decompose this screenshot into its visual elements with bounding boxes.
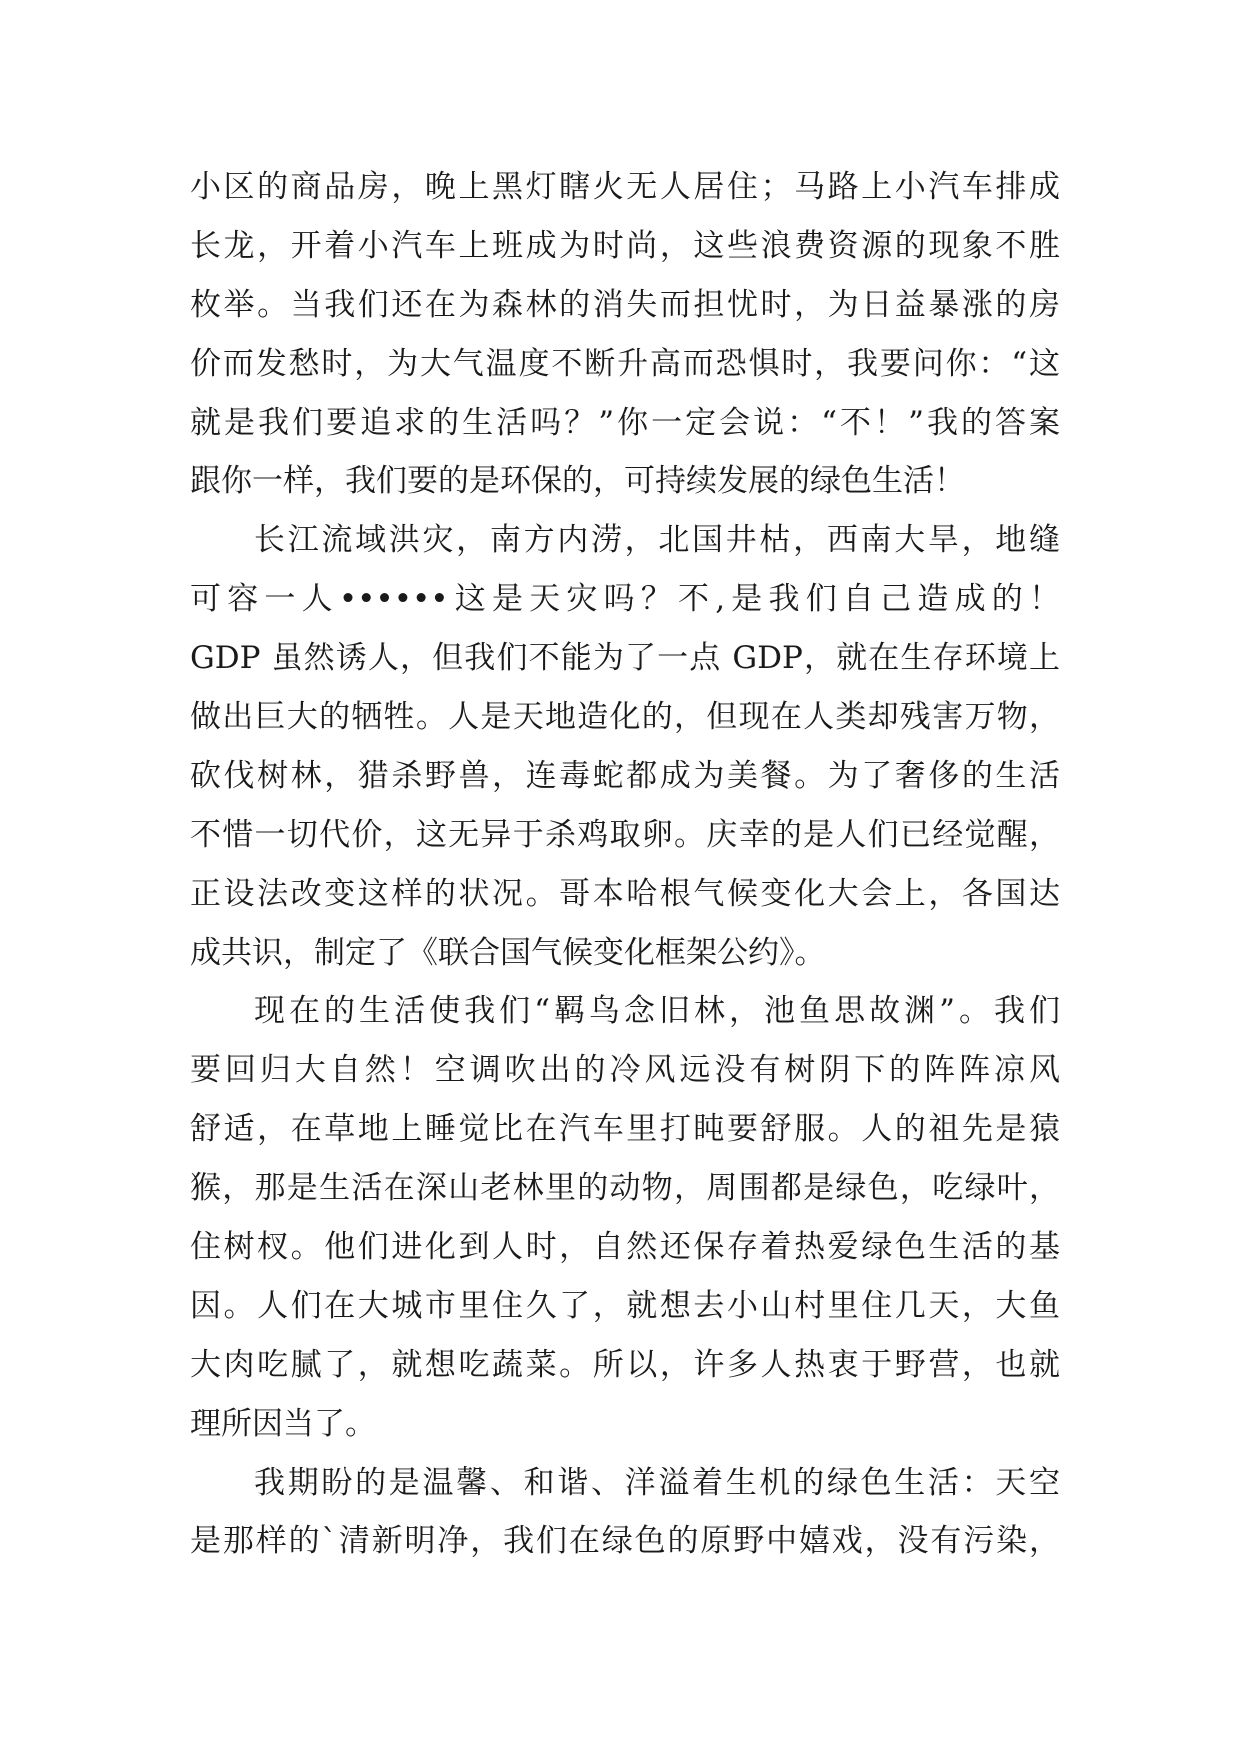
paragraph-line: 就是我们要追求的生活吗？”你一定会说：“不！”我的答案	[190, 404, 1060, 441]
paragraph-line: 大肉吃腻了，就想吃蔬菜。所以，许多人热衷于野营，也就	[190, 1346, 1060, 1383]
paragraph-line: 理所因当了。	[190, 1405, 376, 1442]
paragraph-line: 猴，那是生活在深山老林里的动物，周围都是绿色，吃绿叶，	[190, 1170, 1060, 1207]
paragraph-line: 枚举。当我们还在为森林的消失而担忧时，为日益暴涨的房	[190, 286, 1060, 323]
paragraph-line: 住树杈。他们进化到人时，自然还保存着热爱绿色生活的基	[190, 1229, 1060, 1266]
paragraph-1	[190, 158, 1060, 511]
paragraph-line: 可容一人••••••这是天灾吗？不,是我们自己造成的！	[190, 581, 1060, 618]
paragraph-line: 价而发愁时，为大气温度不断升高而恐惧时，我要问你：“这	[190, 345, 1060, 382]
paragraph-line: 因。人们在大城市里住久了，就想去小山村里住几天，大鱼	[190, 1287, 1060, 1324]
body-text	[190, 158, 1060, 1571]
paragraph-line: 是那样的`清新明净，我们在绿色的原野中嬉戏，没有污染，	[190, 1523, 1060, 1560]
paragraph-line: 我期盼的是温馨、和谐、洋溢着生机的绿色生活：天空	[254, 1464, 1060, 1501]
paragraph-line: 砍伐树林，猎杀野兽，连毒蛇都成为美餐。为了奢侈的生活	[190, 757, 1060, 794]
paragraph-line: 不惜一切代价，这无异于杀鸡取卵。庆幸的是人们已经觉醒，	[190, 816, 1060, 853]
paragraph-line: 正设法改变这样的状况。哥本哈根气候变化大会上，各国达	[190, 875, 1060, 912]
paragraph-line: GDP 虽然诱人，但我们不能为了一点 GDP，就在生存环境上	[190, 640, 1060, 677]
paragraph-line: 小区的商品房，晚上黑灯瞎火无人居住；马路上小汽车排成	[190, 169, 1060, 205]
paragraph-line: 现在的生活使我们“羁鸟念旧林，池鱼思故渊”。我们	[254, 993, 1060, 1030]
paragraph-4	[190, 1454, 1060, 1572]
paragraph-3	[190, 982, 1060, 1453]
paragraph-line: 长江流域洪灾，南方内涝，北国井枯，西南大旱，地缝	[254, 522, 1060, 559]
paragraph-line: 成共识，制定了《联合国气候变化框架公约》。	[190, 934, 826, 971]
paragraph-line: 做出巨大的牺牲。人是天地造化的，但现在人类却残害万物，	[190, 699, 1060, 736]
paragraph-2	[190, 511, 1060, 982]
paragraph-line: 舒适，在草地上睡觉比在汽车里打盹要舒服。人的祖先是猿	[190, 1111, 1060, 1148]
paragraph-line: 要回归大自然！空调吹出的冷风远没有树阴下的阵阵凉风	[190, 1052, 1060, 1089]
paragraph-line: 跟你一样，我们要的是环保的，可持续发展的绿色生活！	[190, 463, 965, 500]
paragraph-line: 长龙，开着小汽车上班成为时尚，这些浪费资源的现象不胜	[190, 227, 1060, 264]
